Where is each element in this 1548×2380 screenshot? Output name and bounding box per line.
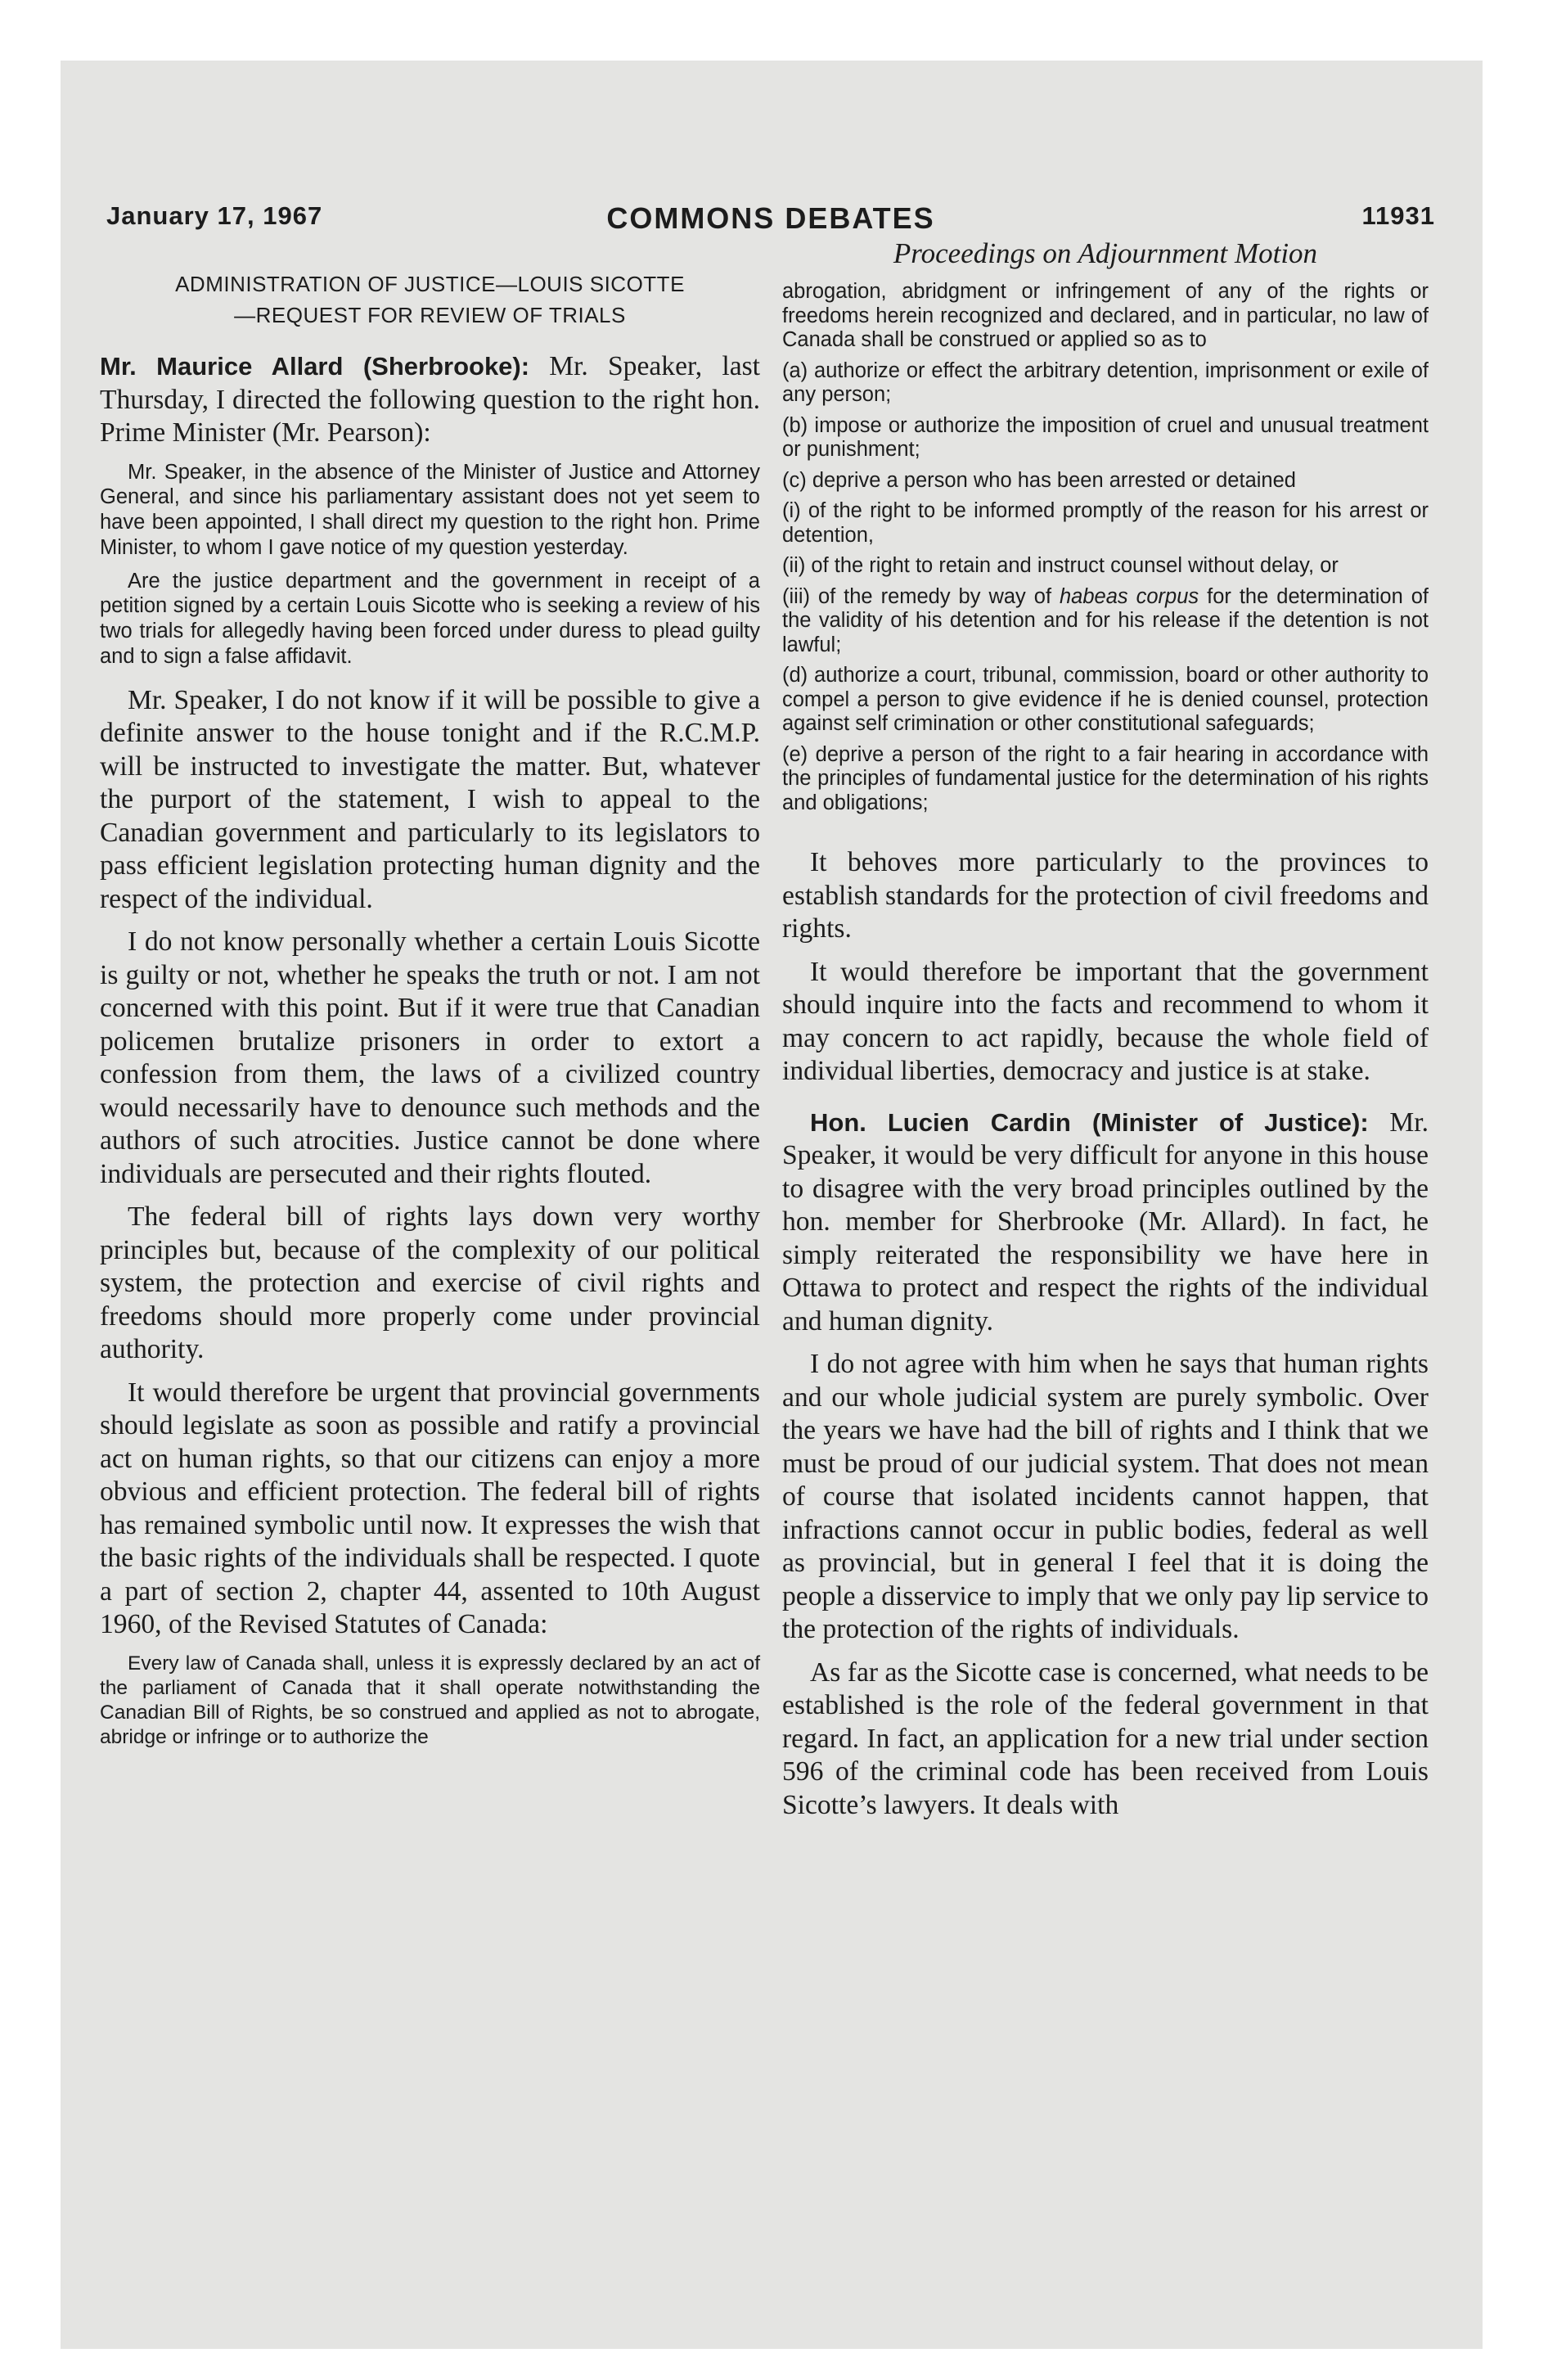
- paragraph: It would therefore be important that the government should inquire into the facts and recommend to whom it may concern to act rapidly, because the whole field of individual liberties, democracy and justice is at stake.: [782, 956, 1429, 1086]
- header-page-number: 11931: [1361, 201, 1435, 230]
- header-title: COMMONS DEBATES: [606, 201, 935, 235]
- running-head: Proceedings on Adjournment Motion: [893, 237, 1318, 269]
- paragraph: Mr. Speaker, I do not know if it will be possible to give a definite answer to the house tonight and if the R.C.M.P. will be instructed to investigate the matter. But, whatever the purport of the statement, I wish to appeal to the Canadian government and particularly to its legislators to pass efficient legislation protecting human dignity and the respect of the individual.: [100, 684, 760, 914]
- quote-clause-e: (e) deprive a person of the right to a fair hearing in accordance with the principles of fundamental justice for the determination of his rights and obligations;: [782, 742, 1429, 814]
- paragraph-text: Mr. Speaker, last Thursday, I directed the following question to the right hon. Prime Minister (Mr. Pearson):: [100, 351, 761, 448]
- left-column: [100, 268, 760, 1750]
- quote-clause-b: (b) impose or authorize the imposition of cruel and unusual treatment or punishment;: [782, 413, 1429, 461]
- clause-text: for the determination of the validity of his detention and for his release if the detention is not lawful;: [782, 584, 1429, 656]
- paragraph-text: Mr. Speaker, it would be very difficult for anyone in this house to disagree with the very broad principles outlined by the hon. member for Sherbrooke (Mr. Allard). In fact, he simply reiterated the responsibility we have here in Ottawa to protect and respect the rights of the individual and human dignity.: [782, 1107, 1429, 1336]
- header-date: January 17, 1967: [106, 201, 323, 230]
- block-quote: Every law of Canada shall, unless it is expressly declared by an act of the parliament of Canada that it shall operate notwithstanding the Canadian Bill of Rights, be so construed and applied as not to abrogate, abridge or infringe or to authorize the: [100, 1652, 760, 1748]
- quote-clause-c: (c) deprive a person who has been arrested or detained: [782, 468, 1296, 492]
- paragraph: As far as the Sicotte case is concerned, what needs to be established is the role of the federal government in that regard. In fact, an application for a new trial under section 596 of the criminal code has been received from Louis Sicotte’s lawyers. It deals with: [782, 1657, 1429, 1820]
- quote-clause-a: (a) authorize or effect the arbitrary detention, imprisonment or exile of any person;: [782, 358, 1429, 406]
- speaker-name: Mr. Maurice Allard (Sherbrooke):: [100, 352, 530, 381]
- paragraph: Are the justice department and the government in receipt of a petition signed by a certain Louis Sicotte who is seeking a review of his two trials for allegedly having been forced under duress to plead guilty and to sign a false affidavit.: [100, 569, 760, 669]
- paragraph: It behoves more particularly to the provinces to establish standards for the protection of civil freedoms and rights.: [782, 847, 1429, 944]
- paragraph: I do not agree with him when he says that human rights and our whole judicial system are purely symbolic. Over the years we have had the bill of rights and I think that we must be proud of our judicial system. That does not mean of course that isolated incidents cannot happen, that infractions cannot occur in public bodies, federal as well as provincial, but in general I feel that it is doing the people a disservice to imply that we only pay lip service to the protection of the rights of individuals.: [782, 1349, 1429, 1644]
- paragraph: It would therefore be urgent that provincial governments should legislate as soon as possible and ratify a provincial act on human rights, so that our citizens can enjoy a more obvious and efficient protection. The federal bill of rights has remained symbolic until now. It expresses the wish that the basic rights of the individuals shall be respected. I quote a part of section 2, chapter 44, assented to 10th August 1960, of the Revised Statutes of Canada:: [100, 1377, 760, 1640]
- section-heading: [100, 268, 760, 331]
- speaker-name: Hon. Lucien Cardin (Minister of Justice):: [810, 1107, 1369, 1137]
- section-heading-line-2: —REQUEST FOR REVIEW OF TRIALS: [234, 303, 626, 327]
- clause-text: (iii) of the remedy by way of: [782, 584, 1060, 608]
- quote-continuation: abrogation, abridgment or infringement of any of the rights or freedoms herein recognized and declared, and in particular, no law of Canada shall be construed or applied so as to: [782, 280, 1429, 351]
- paragraph: The federal bill of rights lays down very worthy principles but, because of the complexity of our political system, the protection and exercise of civil rights and freedoms should more properly come under provincial authority.: [100, 1201, 760, 1365]
- clause-italic-term: habeas corpus: [1060, 584, 1199, 608]
- page-header: [106, 201, 1435, 242]
- paragraph: Mr. Speaker, in the absence of the Minister of Justice and Attorney General, and since his parliamentary assistant does not yet seem to have been appointed, I shall direct my question to the right hon. Prime Minister, to whom I gave notice of my question yesterday.: [100, 460, 760, 559]
- section-heading-line-1: ADMINISTRATION OF JUSTICE—LOUIS SICOTTE: [175, 272, 685, 296]
- quote-clause-c-i: (i) of the right to be informed promptly of the reason for his arrest or detention,: [782, 499, 1429, 547]
- paragraph: [782, 1107, 1429, 1339]
- right-column: [782, 237, 1429, 1832]
- quote-clause-c-iii: [782, 585, 1429, 658]
- quote-clause-c-ii: (ii) of the right to retain and instruct counsel without delay, or: [782, 554, 1339, 577]
- paragraph: [100, 350, 760, 450]
- paragraph: I do not know personally whether a certain Louis Sicotte is guilty or not, whether he speaks the truth or not. I am not concerned with this point. But if it were true that Canadian policemen brutalize prisoners in order to extort a confession from them, the laws of a civilized country would necessarily have to denounce such methods and the authors of such atrocities. Justice cannot be done where individuals are persecuted and their rights flouted.: [100, 926, 760, 1189]
- quote-clause-d: (d) authorize a court, tribunal, commission, board or other authority to compel a person to give evidence if he is denied counsel, protection against self crimination or other constitutional safeguards;: [782, 664, 1429, 735]
